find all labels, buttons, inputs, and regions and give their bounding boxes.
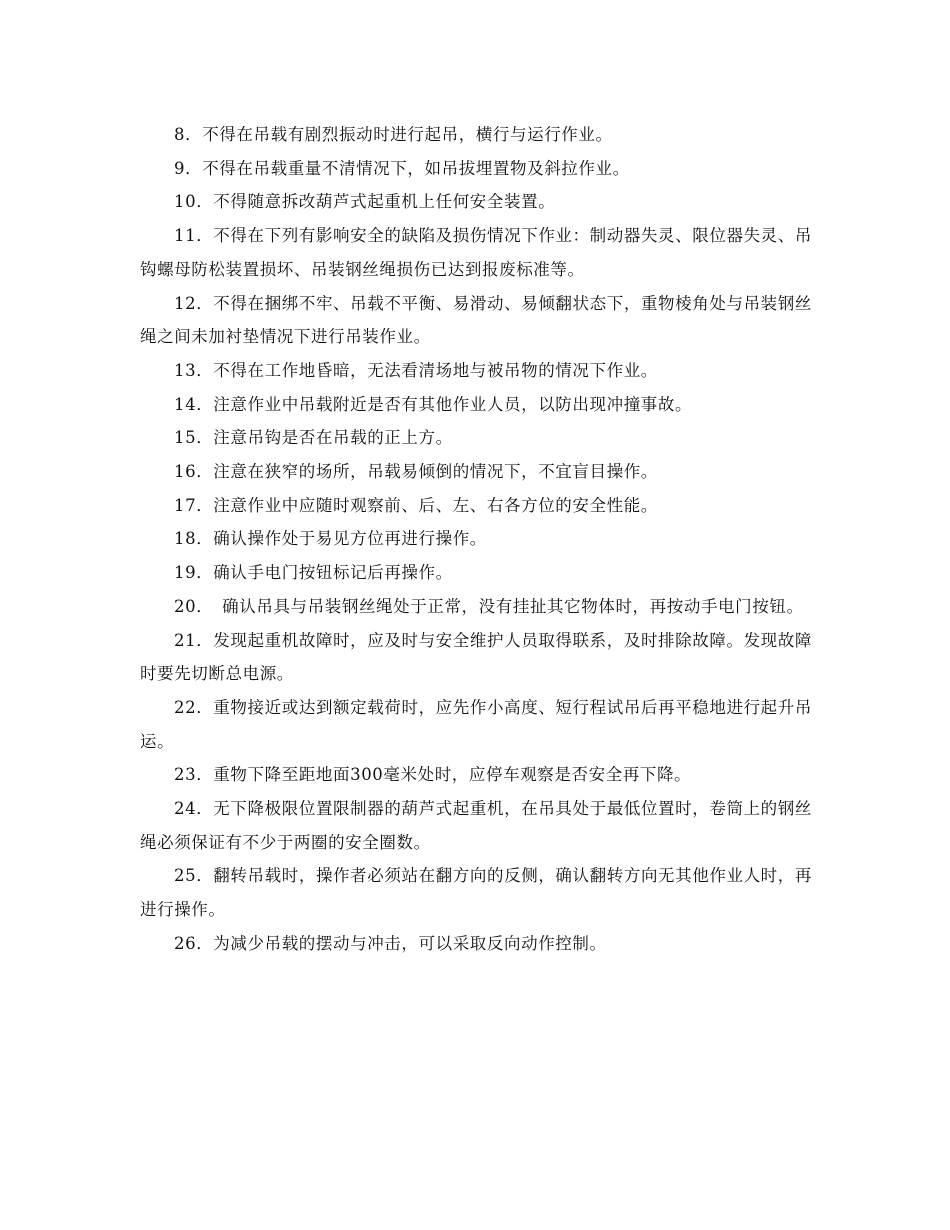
paragraph-item-25: 25．翻转吊载时，操作者必须站在翻方向的反侧，确认翻转方向无其他作业人时，再进行操作。 [140, 866, 812, 920]
paragraph-item-20: 20． 确认吊具与吊装钢丝绳处于正常，没有挂扯其它物体时，再按动手电门按钮。 [174, 596, 804, 616]
paragraph-item-17: 17．注意作业中应随时观察前、后、左、右各方位的安全性能。 [174, 495, 658, 515]
paragraph-item-21: 21．发现起重机故障时，应及时与安全维护人员取得联系，及时排除故障。发现故障时要先切断总电源。 [140, 630, 812, 684]
paragraph-item-12: 12．不得在捆绑不牢、吊载不平衡、易滑动、易倾翻状态下，重物棱角处与吊装钢丝绳之间未加衬垫情况下进行吊装作业。 [140, 293, 812, 347]
paragraph-item-15: 15．注意吊钩是否在吊载的正上方。 [174, 428, 453, 448]
paragraph-item-9: 9．不得在吊载重量不清情况下，如吊拔埋置物及斜拉作业。 [174, 158, 630, 178]
paragraph-item-23: 23．重物下降至距地面300毫米处时，应停车观察是否安全再下降。 [174, 765, 692, 785]
paragraph-item-19: 19．确认手电门按钮标记后再操作。 [174, 563, 453, 583]
paragraph-item-10: 10．不得随意拆改葫芦式起重机上任何安全装置。 [174, 192, 556, 212]
paragraph-item-26: 26．为减少吊载的摆动与冲击，可以采取反向动作控制。 [174, 933, 607, 953]
paragraph-item-13: 13．不得在工作地昏暗，无法看清场地与被吊物的情况下作业。 [174, 360, 658, 380]
paragraph-item-11: 11．不得在下列有影响安全的缺陷及损伤情况下作业：制动器失灵、限位器失灵、吊钩螺母防松装置损坏、吊装钢丝绳损伤已达到报废标准等。 [140, 226, 812, 279]
paragraph-item-16: 16．注意在狭窄的场所，吊载易倾倒的情况下，不宜盲目操作。 [174, 462, 658, 482]
paragraph-item-14: 14．注意作业中吊载附近是否有其他作业人员，以防出现冲撞事故。 [174, 394, 693, 414]
document-body [140, 118, 812, 961]
paragraph-item-24: 24．无下降极限位置限制器的葫芦式起重机，在吊具处于最低位置时，卷筒上的钢丝绳必须保证有不少于两圈的安全圈数。 [140, 799, 812, 852]
paragraph-item-22: 22．重物接近或达到额定载荷时，应先作小高度、短行程试吊后再平稳地进行起升吊运。 [140, 697, 812, 751]
paragraph-item-8: 8．不得在吊载有剧烈振动时进行起吊，横行与运行作业。 [174, 125, 613, 144]
paragraph-item-18: 18．确认操作处于易见方位再进行操作。 [174, 529, 487, 549]
